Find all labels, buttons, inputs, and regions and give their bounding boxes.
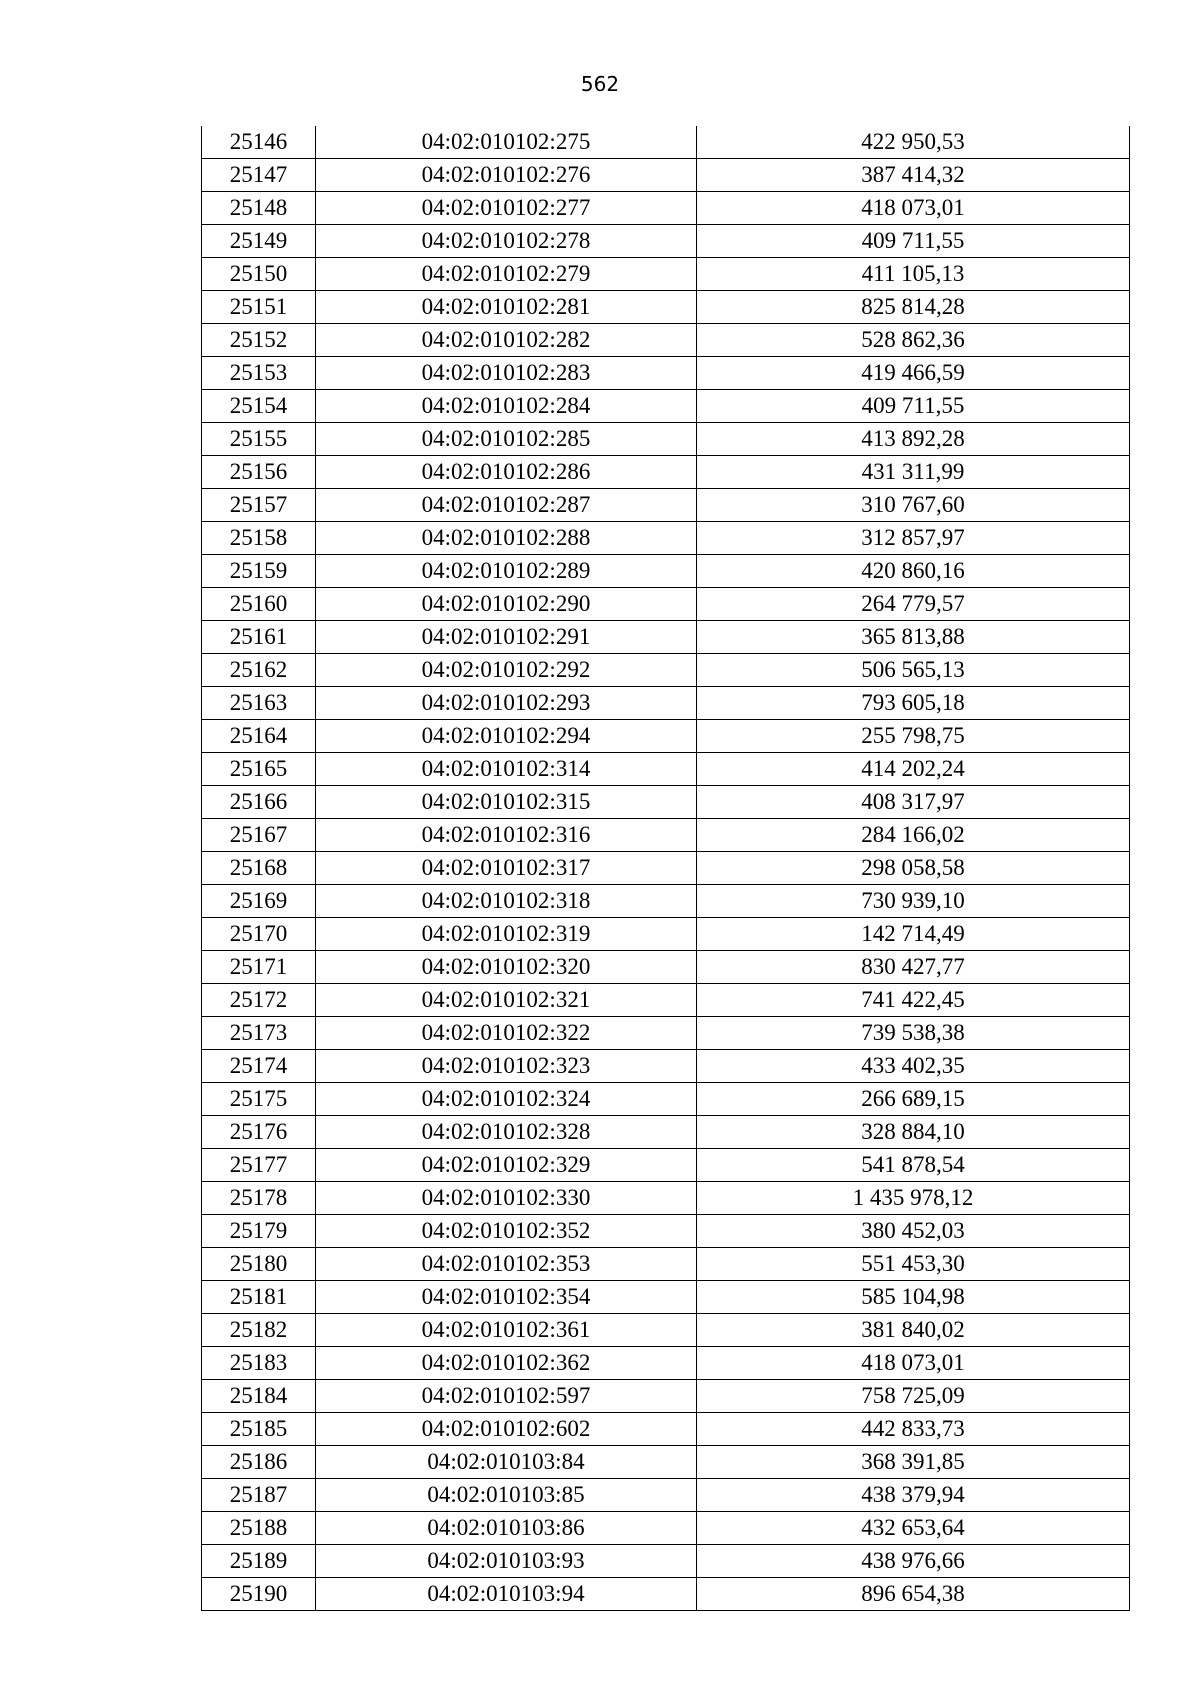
table-row [202,1182,1130,1215]
table-row [202,1149,1130,1182]
cadastral-value-cell: 409 711,55 [697,225,1130,258]
table-row [202,885,1130,918]
cadastral-number-cell: 04:02:010102:287 [316,489,697,522]
table-row [202,1050,1130,1083]
row-number-cell: 25152 [202,324,316,357]
row-number-cell: 25180 [202,1248,316,1281]
table-row [202,291,1130,324]
cadastral-number-cell: 04:02:010102:283 [316,357,697,390]
row-number-cell: 25147 [202,159,316,192]
table-row [202,687,1130,720]
table-row [202,918,1130,951]
cadastral-number-cell: 04:02:010102:288 [316,522,697,555]
cadastral-number-cell: 04:02:010102:286 [316,456,697,489]
cadastral-value-cell: 506 565,13 [697,654,1130,687]
row-number-cell: 25153 [202,357,316,390]
table-row [202,951,1130,984]
table-row [202,720,1130,753]
cadastral-number-cell: 04:02:010102:352 [316,1215,697,1248]
table-row [202,192,1130,225]
table-row [202,1380,1130,1413]
table-row [202,456,1130,489]
row-number-cell: 25171 [202,951,316,984]
page-number: 562 [580,72,620,96]
cadastral-value-cell: 438 976,66 [697,1545,1130,1578]
cadastral-number-cell: 04:02:010102:277 [316,192,697,225]
cadastral-value-cell: 541 878,54 [697,1149,1130,1182]
cadastral-number-cell: 04:02:010102:279 [316,258,697,291]
cadastral-number-cell: 04:02:010103:85 [316,1479,697,1512]
table-row [202,1215,1130,1248]
cadastral-value-cell: 328 884,10 [697,1116,1130,1149]
cadastral-number-cell: 04:02:010102:329 [316,1149,697,1182]
cadastral-number-cell: 04:02:010102:285 [316,423,697,456]
table-row [202,819,1130,852]
cadastral-number-cell: 04:02:010102:361 [316,1314,697,1347]
cadastral-value-cell: 418 073,01 [697,192,1130,225]
cadastral-value-cell: 741 422,45 [697,984,1130,1017]
cadastral-value-cell: 896 654,38 [697,1578,1130,1611]
row-number-cell: 25155 [202,423,316,456]
table-row [202,1578,1130,1611]
table-row [202,357,1130,390]
cadastral-number-cell: 04:02:010102:290 [316,588,697,621]
row-number-cell: 25158 [202,522,316,555]
table-row [202,1446,1130,1479]
table-row [202,588,1130,621]
row-number-cell: 25181 [202,1281,316,1314]
cadastral-value-cell: 420 860,16 [697,555,1130,588]
cadastral-value-cell: 310 767,60 [697,489,1130,522]
cadastral-number-cell: 04:02:010102:321 [316,984,697,1017]
row-number-cell: 25162 [202,654,316,687]
cadastral-number-cell: 04:02:010102:316 [316,819,697,852]
cadastral-value-table [201,126,1130,1611]
cadastral-value-cell: 793 605,18 [697,687,1130,720]
table-row [202,225,1130,258]
cadastral-value-cell: 368 391,85 [697,1446,1130,1479]
table-row [202,159,1130,192]
row-number-cell: 25187 [202,1479,316,1512]
cadastral-value-cell: 431 311,99 [697,456,1130,489]
table-row [202,753,1130,786]
table-row [202,423,1130,456]
cadastral-number-cell: 04:02:010102:275 [316,126,697,159]
row-number-cell: 25172 [202,984,316,1017]
cadastral-value-cell: 413 892,28 [697,423,1130,456]
row-number-cell: 25165 [202,753,316,786]
table-row [202,984,1130,1017]
cadastral-number-cell: 04:02:010103:93 [316,1545,697,1578]
cadastral-number-cell: 04:02:010102:276 [316,159,697,192]
row-number-cell: 25149 [202,225,316,258]
row-number-cell: 25156 [202,456,316,489]
cadastral-number-cell: 04:02:010102:353 [316,1248,697,1281]
cadastral-number-cell: 04:02:010102:317 [316,852,697,885]
table-row [202,126,1130,159]
table-row [202,1083,1130,1116]
table-row [202,324,1130,357]
cadastral-value-cell: 380 452,03 [697,1215,1130,1248]
row-number-cell: 25169 [202,885,316,918]
cadastral-value-cell: 528 862,36 [697,324,1130,357]
cadastral-value-cell: 381 840,02 [697,1314,1130,1347]
cadastral-number-cell: 04:02:010103:84 [316,1446,697,1479]
cadastral-number-cell: 04:02:010102:291 [316,621,697,654]
cadastral-value-cell: 433 402,35 [697,1050,1130,1083]
cadastral-number-cell: 04:02:010102:324 [316,1083,697,1116]
table-row [202,1116,1130,1149]
cadastral-number-cell: 04:02:010103:94 [316,1578,697,1611]
cadastral-value-cell: 387 414,32 [697,159,1130,192]
row-number-cell: 25186 [202,1446,316,1479]
row-number-cell: 25151 [202,291,316,324]
row-number-cell: 25167 [202,819,316,852]
row-number-cell: 25179 [202,1215,316,1248]
row-number-cell: 25170 [202,918,316,951]
row-number-cell: 25150 [202,258,316,291]
row-number-cell: 25177 [202,1149,316,1182]
cadastral-value-cell: 312 857,97 [697,522,1130,555]
cadastral-number-cell: 04:02:010102:602 [316,1413,697,1446]
row-number-cell: 25184 [202,1380,316,1413]
cadastral-value-cell: 409 711,55 [697,390,1130,423]
cadastral-number-cell: 04:02:010102:319 [316,918,697,951]
row-number-cell: 25188 [202,1512,316,1545]
cadastral-number-cell: 04:02:010102:323 [316,1050,697,1083]
cadastral-number-cell: 04:02:010102:284 [316,390,697,423]
row-number-cell: 25190 [202,1578,316,1611]
cadastral-value-cell: 408 317,97 [697,786,1130,819]
cadastral-number-cell: 04:02:010102:281 [316,291,697,324]
table-row [202,654,1130,687]
cadastral-number-cell: 04:02:010102:328 [316,1116,697,1149]
cadastral-value-cell: 758 725,09 [697,1380,1130,1413]
table-row [202,1545,1130,1578]
row-number-cell: 25176 [202,1116,316,1149]
row-number-cell: 25183 [202,1347,316,1380]
table-row [202,258,1130,291]
cadastral-value-cell: 266 689,15 [697,1083,1130,1116]
row-number-cell: 25163 [202,687,316,720]
cadastral-number-cell: 04:02:010102:322 [316,1017,697,1050]
cadastral-number-cell: 04:02:010102:330 [316,1182,697,1215]
cadastral-number-cell: 04:02:010102:289 [316,555,697,588]
table-row [202,1512,1130,1545]
row-number-cell: 25189 [202,1545,316,1578]
cadastral-number-cell: 04:02:010103:86 [316,1512,697,1545]
table-row [202,1479,1130,1512]
cadastral-value-cell: 255 798,75 [697,720,1130,753]
table-row [202,489,1130,522]
cadastral-value-cell: 422 950,53 [697,126,1130,159]
cadastral-value-cell: 432 653,64 [697,1512,1130,1545]
cadastral-number-cell: 04:02:010102:597 [316,1380,697,1413]
cadastral-number-cell: 04:02:010102:315 [316,786,697,819]
cadastral-number-cell: 04:02:010102:318 [316,885,697,918]
cadastral-value-cell: 419 466,59 [697,357,1130,390]
cadastral-value-cell: 142 714,49 [697,918,1130,951]
row-number-cell: 25174 [202,1050,316,1083]
row-number-cell: 25168 [202,852,316,885]
table-row [202,555,1130,588]
row-number-cell: 25166 [202,786,316,819]
table-row [202,522,1130,555]
cadastral-value-cell: 1 435 978,12 [697,1182,1130,1215]
cadastral-value-cell: 442 833,73 [697,1413,1130,1446]
table-row [202,621,1130,654]
row-number-cell: 25161 [202,621,316,654]
cadastral-value-cell: 264 779,57 [697,588,1130,621]
cadastral-value-cell: 418 073,01 [697,1347,1130,1380]
row-number-cell: 25146 [202,126,316,159]
table-row [202,786,1130,819]
table-row [202,1248,1130,1281]
row-number-cell: 25154 [202,390,316,423]
row-number-cell: 25148 [202,192,316,225]
cadastral-number-cell: 04:02:010102:354 [316,1281,697,1314]
cadastral-value-cell: 585 104,98 [697,1281,1130,1314]
cadastral-value-cell: 438 379,94 [697,1479,1130,1512]
cadastral-number-cell: 04:02:010102:314 [316,753,697,786]
cadastral-value-cell: 830 427,77 [697,951,1130,984]
cadastral-value-cell: 284 166,02 [697,819,1130,852]
cadastral-number-cell: 04:02:010102:282 [316,324,697,357]
cadastral-number-cell: 04:02:010102:294 [316,720,697,753]
cadastral-table-container [201,126,1130,1611]
row-number-cell: 25159 [202,555,316,588]
row-number-cell: 25160 [202,588,316,621]
table-row [202,852,1130,885]
table-row [202,1314,1130,1347]
row-number-cell: 25185 [202,1413,316,1446]
table-row [202,1347,1130,1380]
row-number-cell: 25173 [202,1017,316,1050]
row-number-cell: 25178 [202,1182,316,1215]
cadastral-number-cell: 04:02:010102:278 [316,225,697,258]
cadastral-value-cell: 551 453,30 [697,1248,1130,1281]
cadastral-value-cell: 730 939,10 [697,885,1130,918]
cadastral-value-cell: 298 058,58 [697,852,1130,885]
row-number-cell: 25182 [202,1314,316,1347]
cadastral-number-cell: 04:02:010102:292 [316,654,697,687]
cadastral-value-cell: 825 814,28 [697,291,1130,324]
table-row [202,1281,1130,1314]
cadastral-value-cell: 365 813,88 [697,621,1130,654]
table-row [202,1017,1130,1050]
row-number-cell: 25175 [202,1083,316,1116]
cadastral-number-cell: 04:02:010102:362 [316,1347,697,1380]
cadastral-value-cell: 739 538,38 [697,1017,1130,1050]
row-number-cell: 25157 [202,489,316,522]
cadastral-value-cell: 414 202,24 [697,753,1130,786]
cadastral-value-cell: 411 105,13 [697,258,1130,291]
table-row [202,1413,1130,1446]
table-body [202,126,1130,1611]
cadastral-number-cell: 04:02:010102:320 [316,951,697,984]
cadastral-number-cell: 04:02:010102:293 [316,687,697,720]
row-number-cell: 25164 [202,720,316,753]
table-row [202,390,1130,423]
